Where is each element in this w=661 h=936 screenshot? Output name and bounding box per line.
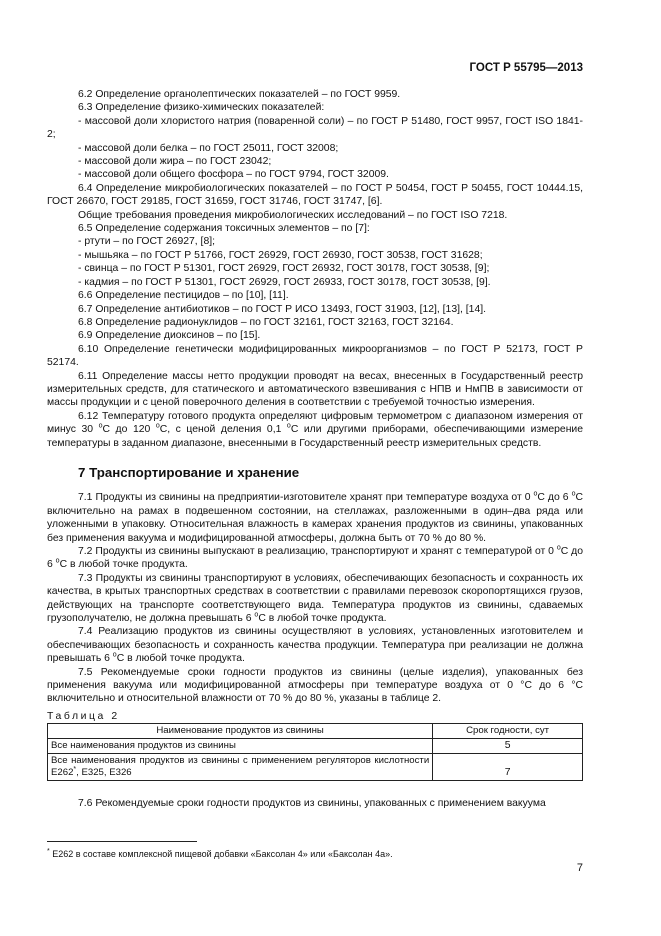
paragraph-7-4: [47, 625, 583, 665]
page-number: 7: [576, 862, 583, 874]
text-run: 7.2 Продукты из свинины выпускают в реализацию, транспортируют и хранят с температурой от 0: [78, 546, 557, 557]
list-item-phosphorus: - массовой доли общего фосфора – по ГОСТ 9794, ГОСТ 32009.: [78, 169, 389, 181]
list-item-lead: - свинца – по ГОСТ Р 51301, ГОСТ 26929, ГОСТ 26932, ГОСТ 30178, ГОСТ 30538, [9];: [78, 263, 490, 275]
list-item-salt: - массовой доли хлористого натрия (поваренной соли) – по ГОСТ Р 51480, ГОСТ 9957, ГОСТ ISO 1841-2;: [47, 115, 583, 141]
text-run: 6.12 Температуру готового продукта определяют цифровым термометром с диапазоном измерения от минус 30: [47, 410, 583, 436]
degree-mark: о: [254, 611, 259, 619]
list-item-protein: - массовой доли белка – по ГОСТ 25011, ГОСТ 32008;: [78, 142, 339, 154]
table-row: [48, 754, 583, 781]
degree-mark: о: [556, 544, 561, 552]
paragraph-6-11: 6.11 Определение массы нетто продукции проводят на весах, внесенных в Государственный реестр измерительных средств, для статического и автоматического взвешивания с НПВ и НмПВ в зависимости от массы продукции и с ценой поверочного деления в соответствии с требуемой точностью измерения.: [47, 370, 583, 409]
footnote-divider: [47, 841, 197, 842]
footnote-text: Е262 в составе комплексной пищевой добавки «Баксолан 4» или «Баксолан 4а».: [49, 849, 393, 859]
product-name-cell: Все наименования продуктов из свинины: [48, 739, 433, 754]
paragraph-6-2: 6.2 Определение органолептических показателей – по ГОСТ 9959.: [78, 89, 401, 100]
footnote-mark: *: [73, 766, 77, 774]
text-run: С до 6: [47, 546, 583, 571]
text-run: С, с ценой деления 0,1: [159, 424, 287, 436]
shelf-life-table: [47, 723, 583, 781]
degree-mark: о: [286, 422, 291, 430]
paragraph-6-7: 6.7 Определение антибиотиков – по ГОСТ Р ИСО 13493, ГОСТ 31903, [12], [13], [14].: [78, 303, 486, 315]
text-run: Все наименования продуктов из свинины с применением регуляторов кислотности Е262: [51, 755, 430, 779]
table-caption: Таблица 2: [47, 710, 120, 722]
degree-mark: о: [533, 490, 538, 498]
paragraph-6-10: 6.10 Определение генетически модифицированных микроорганизмов – по ГОСТ Р 52173, ГОСТ Р 52174.: [47, 343, 583, 369]
paragraph-6-3: 6.3 Определение физико-химических показателей:: [78, 102, 325, 114]
text-run: С включительно на рамах в подвешенном состоянии, на стеллажах, разложенными в один–два ряда или уложенными в упаковку. Относительная влажность в камерах хранения продуктов из свинины, упакованных без применения вакуума и модифицированной атмосферы, должна быть от 70 % до 80 %.: [47, 492, 583, 544]
text-run: С в любой точке продукта.: [116, 653, 245, 665]
text-run: С в любой точке продукта.: [59, 559, 188, 571]
list-item-fat: - массовой доли жира – по ГОСТ 23042;: [78, 156, 272, 168]
section-heading-7: 7 Транспортирование и хранение: [78, 464, 300, 480]
footnote: [47, 849, 393, 859]
document-header: ГОСТ Р 55795—2013: [469, 62, 583, 74]
paragraph-6-8: 6.8 Определение радионуклидов – по ГОСТ 32161, ГОСТ 32163, ГОСТ 32164.: [78, 316, 454, 328]
table-header-row: [48, 724, 583, 739]
text-run: , Е325, Е326: [76, 767, 132, 779]
list-item-arsenic: - мышьяка – по ГОСТ Р 51766, ГОСТ 26929, ГОСТ 26930, ГОСТ 30538, ГОСТ 31628;: [78, 249, 483, 261]
paragraph-7-2: [47, 545, 583, 572]
degree-mark: о: [98, 422, 103, 430]
paragraph-7-1: [47, 491, 583, 545]
table-row: [48, 739, 583, 754]
column-header-product: Наименование продуктов из свинины: [48, 724, 433, 739]
paragraph-6-5: 6.5 Определение содержания токсичных элементов – по [7]:: [78, 223, 370, 235]
degree-mark: о: [155, 422, 160, 430]
text-run: С до 6: [537, 492, 572, 504]
text-run: С или другими приборами, обеспечивающими измерение температуры в заданном диапазоне, внесенными в Государственный реестр измерительных средств.: [47, 424, 584, 449]
footnote-mark: *: [47, 848, 50, 855]
degree-mark: о: [112, 651, 117, 659]
product-name-cell: [48, 754, 433, 781]
text-run: 7.3 Продукты из свинины транспортируют в условиях, обеспечивающих безопасность и сохранность их качества, в крытых транспортных средствах в соответствии с правилами перевозок скоропортящихся грузов, действующих на транспорте соответствующего вида. Температура продуктов из свинины, сдаваемых грузополучателю, не должна превышать 6: [47, 572, 583, 625]
document-body: [47, 88, 583, 811]
paragraph-6-9: 6.9 Определение диоксинов – по [15].: [78, 330, 261, 342]
paragraph-micro-general: Общие требования проведения микробиологических исследований – по ГОСТ ISO 7218.: [78, 209, 508, 221]
text-run: 7.1 Продукты из свинины на предприятии-изготовителе хранят при температуре воздуха от 0: [78, 492, 534, 504]
paragraph-7-3: [47, 572, 583, 626]
shelf-life-cell: 5: [433, 739, 583, 754]
degree-mark: о: [571, 490, 576, 498]
paragraph-6-12: [47, 410, 583, 450]
list-item-mercury: - ртути – по ГОСТ 26927, [8];: [78, 236, 216, 248]
paragraph-6-6: 6.6 Определение пестицидов – по [10], [11].: [78, 290, 289, 302]
paragraph-7-5: 7.5 Рекомендуемые сроки годности продуктов из свинины (целые изделия), упакованных без применения вакуума или модифицированной атмосферы при температуре воздуха от 0 °С до 6 °С включительно и относительной влажности от 70 % до 80 %, указаны в таблице 2.: [47, 666, 583, 705]
text-run: С до 120: [102, 424, 156, 436]
paragraph-6-4: 6.4 Определение микробиологических показателей – по ГОСТ Р 50454, ГОСТ Р 50455, ГОСТ 10444.15, ГОСТ 26670, ГОСТ 29185, ГОСТ 31659, ГОСТ 31746, ГОСТ 31747, [6].: [47, 182, 583, 208]
degree-mark: о: [55, 557, 60, 565]
text-run: 7.4 Реализацию продуктов из свинины осуществляют в условиях, установленных изготовителем и обеспечивающих безопасность и сохранность качества продукции. Температура при реализации не должна превышать 6: [47, 626, 583, 665]
text-run: С в любой точке продукта.: [258, 613, 387, 625]
shelf-life-cell: 7: [433, 754, 583, 781]
paragraph-7-6: 7.6 Рекомендуемые сроки годности продуктов из свинины, упакованных с применением вакуума: [78, 798, 546, 810]
list-item-cadmium: - кадмия – по ГОСТ Р 51301, ГОСТ 26929, ГОСТ 26933, ГОСТ 30178, ГОСТ 30538, [9].: [78, 276, 491, 288]
column-header-shelf-life: Срок годности, сут: [433, 724, 583, 739]
